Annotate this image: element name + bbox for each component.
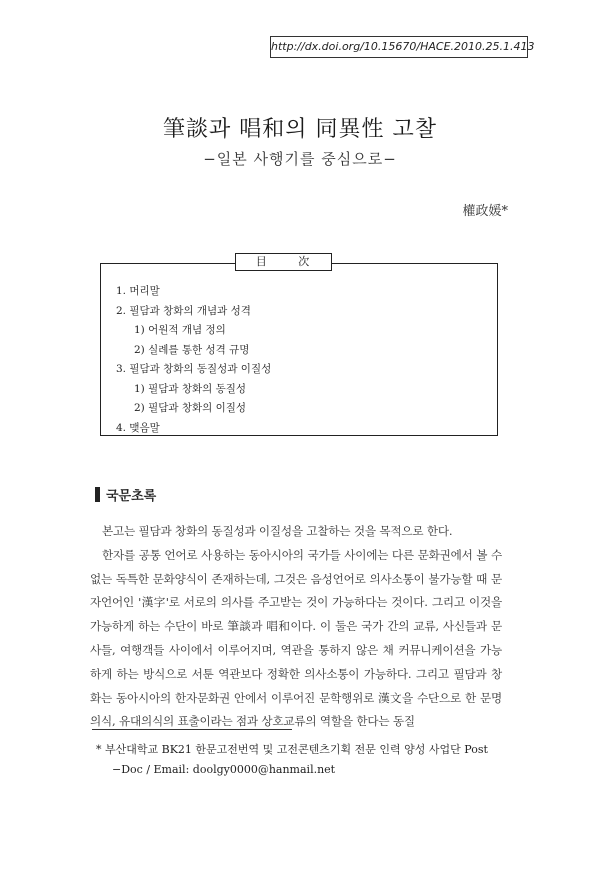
abstract-heading-label: 국문초록 xyxy=(106,489,157,504)
section-marker-icon xyxy=(95,487,100,502)
paper-title: 筆談과 唱和의 同異性 고찰 xyxy=(163,117,437,142)
abstract-paragraph: 본고는 필담과 창화의 동질성과 이질성을 고찰하는 것을 목적으로 한다. xyxy=(102,524,453,538)
toc-heading: 目 次 xyxy=(235,253,332,271)
toc-item[interactable]: 2) 필담과 창화의 이질성 xyxy=(134,402,247,414)
toc-item[interactable]: 2) 실례를 통한 성격 규명 xyxy=(134,343,250,356)
toc-item[interactable]: 2. 필담과 창화의 개념과 성격 xyxy=(116,304,251,317)
doi-link[interactable]: http://dx.doi.org/10.15670/HACE.2010.25.1.413 xyxy=(270,36,528,58)
toc-item[interactable]: 1) 필담과 창화의 동질성 xyxy=(134,382,247,395)
abstract-heading xyxy=(95,487,156,505)
footnote-divider xyxy=(92,729,292,730)
toc-item[interactable]: 1) 어원적 개념 정의 xyxy=(134,324,226,336)
footnote-line: −Doc / Email: doolgy0000@hanmail.net xyxy=(112,763,336,776)
footnote-line: * 부산대학교 BK21 한문고전번역 및 고전콘텐츠기획 전문 인력 양성 사업단 Post xyxy=(96,743,488,756)
abstract-body xyxy=(90,520,502,734)
toc-item[interactable]: 3. 필담과 창화의 동질성과 이질성 xyxy=(116,363,272,375)
toc-item[interactable]: 1. 머리말 xyxy=(116,285,160,297)
footnote xyxy=(96,740,508,780)
toc-item[interactable]: 4. 맺음말 xyxy=(116,421,160,434)
abstract-paragraph: 한자를 공통 언어로 사용하는 동아시아의 국가들 사이에는 다른 문화권에서 볼 수 없는 독특한 문화양식이 존재하는데, 그것은 음성언어로 의사소통이 불가능할 때 문자언어인 '漢字'로 서로의 의사를 주고받는 것이 가능하다는 것이다. 그리고 이것을 가능하게 하는 수단이 바로 筆談과 唱和이다. 이 둘은 국가 간의 교류, 사신들과 문사들, 여행객들 사이에서 이루어지며, 역관을 통하지 않은 채 커뮤니케이션을 가능하게 하는 방식으로 서툰 역관보다 정확한 의사소통이 가능하다. 그리고 필담과 창화는 동아시아의 한자문화권 안에서 이루어진 문학행위로 漢文을 수단으로 한 문명의식, 유대의식의 표출이라는 점과 상호교류의 역할을 한다는 동질 xyxy=(90,547,502,729)
paper-subtitle: −일본 사행기를 중심으로− xyxy=(203,150,397,168)
toc-list xyxy=(116,282,271,438)
author-name: 權政媛* xyxy=(462,204,508,219)
